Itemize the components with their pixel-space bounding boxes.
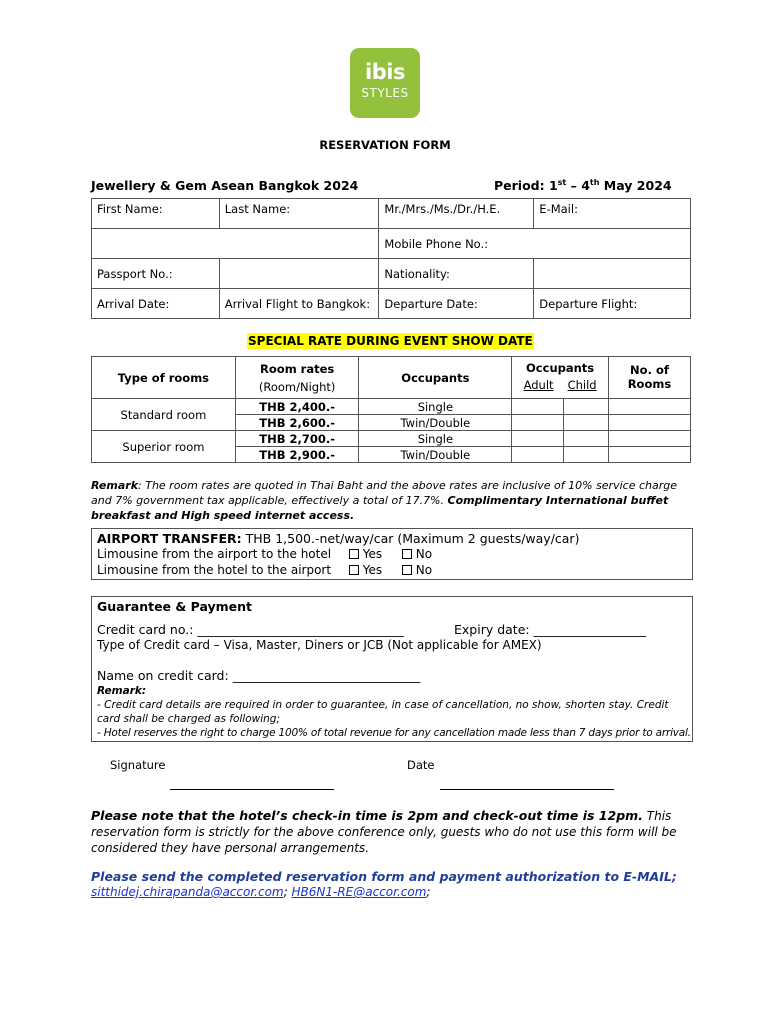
email-link-1[interactable]: sitthidej.chirapanda@accor.com bbox=[91, 885, 284, 899]
signature-line[interactable] bbox=[170, 789, 334, 790]
adult-input[interactable] bbox=[512, 431, 564, 447]
guarantee-remark-label: Remark: bbox=[97, 685, 147, 697]
rooms-input[interactable] bbox=[608, 431, 690, 447]
first-name-field[interactable]: First Name: bbox=[92, 199, 220, 229]
occ-standard-twin: Twin/Double bbox=[359, 415, 512, 431]
type-header: Type of rooms bbox=[92, 357, 236, 399]
arrival-flight-field[interactable]: Arrival Flight to Bangkok: bbox=[219, 289, 379, 319]
arrival-date-field[interactable]: Arrival Date: bbox=[92, 289, 220, 319]
rate-standard-single: THB 2,400.- bbox=[235, 399, 359, 415]
nationality-field[interactable] bbox=[534, 259, 691, 289]
guarantee-header: Guarantee & Payment bbox=[97, 599, 253, 614]
email-links: sitthidej.chirapanda@accor.com; HB6N1-RE@accor.com; bbox=[91, 885, 431, 899]
passport-field[interactable] bbox=[219, 259, 379, 289]
superior-room: Superior room bbox=[92, 431, 236, 463]
ibis-styles-logo bbox=[350, 48, 420, 118]
date-line[interactable] bbox=[440, 789, 614, 790]
rate-superior-single: THB 2,700.- bbox=[235, 431, 359, 447]
last-name-field[interactable]: Last Name: bbox=[219, 199, 379, 229]
guarantee-payment-box bbox=[91, 596, 693, 742]
email-field[interactable]: E-Mail: bbox=[534, 199, 691, 229]
special-rate-heading: SPECIAL RATE DURING EVENT SHOW DATE bbox=[248, 334, 533, 348]
airport-transfer-box bbox=[91, 528, 693, 580]
child-input[interactable] bbox=[563, 399, 608, 415]
adult-input[interactable] bbox=[512, 447, 564, 463]
name-on-card-field[interactable]: Name on credit card: ______________________________ bbox=[97, 668, 421, 683]
rooms-input[interactable] bbox=[608, 399, 690, 415]
transfer-header: AIRPORT TRANSFER: THB 1,500.-net/way/car (Maximum 2 guests/way/car) bbox=[97, 531, 580, 546]
departure-date-field[interactable]: Departure Date: bbox=[379, 289, 534, 319]
guarantee-remark-2: - Hotel reserves the right to charge 100% of total revenue for any cancellation made less than 7 days prior to arrival. bbox=[97, 727, 691, 739]
rate-standard-twin: THB 2,600.- bbox=[235, 415, 359, 431]
send-instructions: Please send the completed reservation form and payment authorization to E-MAIL; bbox=[91, 869, 677, 884]
rooms-input[interactable] bbox=[608, 447, 690, 463]
form-title: RESERVATION FORM bbox=[319, 138, 451, 152]
occ-superior-twin: Twin/Double bbox=[359, 447, 512, 463]
title-field[interactable]: Mr./Mrs./Ms./Dr./H.E. bbox=[379, 199, 534, 229]
occ-superior-single: Single bbox=[359, 431, 512, 447]
child-input[interactable] bbox=[563, 431, 608, 447]
to-hotel-no-checkbox[interactable] bbox=[402, 549, 412, 559]
rooms-header: No. of Rooms bbox=[608, 357, 690, 399]
child-input[interactable] bbox=[563, 415, 608, 431]
rate-header: Room rates (Room/Night) bbox=[235, 357, 359, 399]
credit-card-no-field[interactable]: Credit card no.: _________________________________ bbox=[97, 622, 404, 637]
expiry-date-field[interactable]: Expiry date: __________________ bbox=[454, 622, 647, 637]
credit-card-type: Type of Credit card – Visa, Master, Diners or JCB (Not applicable for AMEX) bbox=[97, 638, 542, 652]
adult-label: Adult bbox=[523, 378, 554, 392]
to-hotel-yes-checkbox[interactable] bbox=[349, 549, 359, 559]
mobile-field[interactable]: Mobile Phone No.: bbox=[379, 229, 691, 259]
child-label: Child bbox=[567, 378, 597, 392]
occ-standard-single: Single bbox=[359, 399, 512, 415]
transfer-line2: Limousine from the hotel to the airport Yes No bbox=[97, 563, 433, 577]
guest-details-table bbox=[91, 198, 691, 319]
transfer-line1: Limousine from the airport to the hotel Yes No bbox=[97, 547, 433, 561]
adult-input[interactable] bbox=[512, 399, 564, 415]
rate-remark: Remark: The room rates are quoted in Thai Baht and the above rates are inclusive of 10% service charge and 7% government tax applicable, effectively a total of 17.7%. Complimentary International buffet breakfast and High speed internet access. bbox=[91, 479, 677, 522]
adult-input[interactable] bbox=[512, 415, 564, 431]
email-link-2[interactable]: HB6N1-RE@accor.com bbox=[291, 885, 427, 899]
event-name: Jewellery & Gem Asean Bangkok 2024 bbox=[91, 178, 359, 193]
occupants-adult-child-header: Occupants Adult Child bbox=[512, 357, 609, 399]
room-rates-table bbox=[91, 356, 691, 463]
child-input[interactable] bbox=[563, 447, 608, 463]
logo-line1: ibis bbox=[365, 60, 405, 84]
standard-room: Standard room bbox=[92, 399, 236, 431]
nationality-label: Nationality: bbox=[379, 259, 534, 289]
passport-label: Passport No.: bbox=[92, 259, 220, 289]
to-airport-yes-checkbox[interactable] bbox=[349, 565, 359, 575]
logo-line2: STYLES bbox=[361, 86, 409, 100]
date-label: Date bbox=[407, 758, 435, 772]
guarantee-remark-1: - Credit card details are required in order to guarantee, in case of cancellation, no show, shorten stay. Credit card shall be charged as following; bbox=[97, 699, 669, 725]
event-period: Period: 1st – 4th May 2024 bbox=[494, 178, 672, 194]
occupants-header: Occupants bbox=[359, 357, 512, 399]
rate-superior-twin: THB 2,900.- bbox=[235, 447, 359, 463]
departure-flight-field[interactable]: Departure Flight: bbox=[534, 289, 691, 319]
to-airport-no-checkbox[interactable] bbox=[402, 565, 412, 575]
check-in-note: Please note that the hotel’s check-in time is 2pm and check-out time is 12pm. This reservation form is strictly for the above conference only, guests who do not use this form will be considered they have personal arrangements. bbox=[91, 808, 677, 855]
blank-name-cell[interactable] bbox=[92, 229, 379, 259]
rooms-input[interactable] bbox=[608, 415, 690, 431]
signature-label: Signature bbox=[110, 758, 166, 772]
